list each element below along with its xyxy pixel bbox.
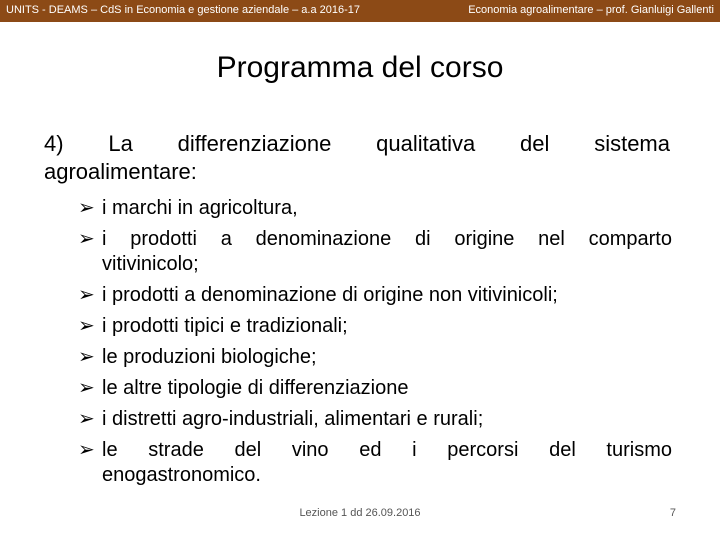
header-bar (0, 0, 720, 22)
list-item (78, 345, 672, 370)
list-item-text-cont: vitivinicolo; (102, 253, 199, 275)
list-item-text: i prodotti a denominazione di origine nel comparto (102, 228, 672, 250)
list-item (78, 407, 672, 432)
list-item (78, 438, 672, 488)
list-item (78, 196, 672, 221)
list-item-text: i prodotti tipici e tradizionali; (102, 315, 348, 337)
arrow-bullet-icon: ➢ (78, 197, 95, 219)
section-heading-line2: agroalimentare: (44, 159, 197, 184)
footer-lecture-date: Lezione 1 dd 26.09.2016 (299, 507, 421, 519)
list-item (78, 283, 672, 308)
list-item (78, 314, 672, 339)
page-number: 7 (669, 507, 676, 519)
section-heading (44, 130, 670, 186)
topic-list (78, 196, 672, 494)
list-item-text: i prodotti a denominazione di origine non vitivinicoli; (102, 284, 558, 306)
arrow-bullet-icon: ➢ (78, 346, 95, 368)
list-item-text-cont: enogastronomico. (102, 464, 261, 486)
professor-info: Economia agroalimentare – prof. Gianluigi Gallenti (468, 4, 714, 16)
list-item-text: i marchi in agricoltura, (102, 197, 298, 219)
list-item-text: le altre tipologie di differenziazione (102, 377, 409, 399)
slide-title: Programma del corso (216, 51, 504, 84)
list-item-text: i distretti agro-industriali, alimentari e rurali; (102, 408, 484, 430)
section-heading-line1: 4) La differenziazione qualitativa del sistema (44, 131, 670, 156)
list-item-text: le strade del vino ed i percorsi del turismo (102, 439, 672, 461)
list-item (78, 227, 672, 277)
arrow-bullet-icon: ➢ (78, 377, 95, 399)
list-item (78, 376, 672, 401)
arrow-bullet-icon: ➢ (78, 228, 95, 250)
arrow-bullet-icon: ➢ (78, 315, 95, 337)
course-info: UNITS - DEAMS – CdS in Economia e gestione aziendale – a.a 2016-17 (6, 4, 361, 16)
arrow-bullet-icon: ➢ (78, 439, 95, 461)
arrow-bullet-icon: ➢ (78, 408, 95, 430)
list-item-text: le produzioni biologiche; (102, 346, 317, 368)
arrow-bullet-icon: ➢ (78, 284, 95, 306)
